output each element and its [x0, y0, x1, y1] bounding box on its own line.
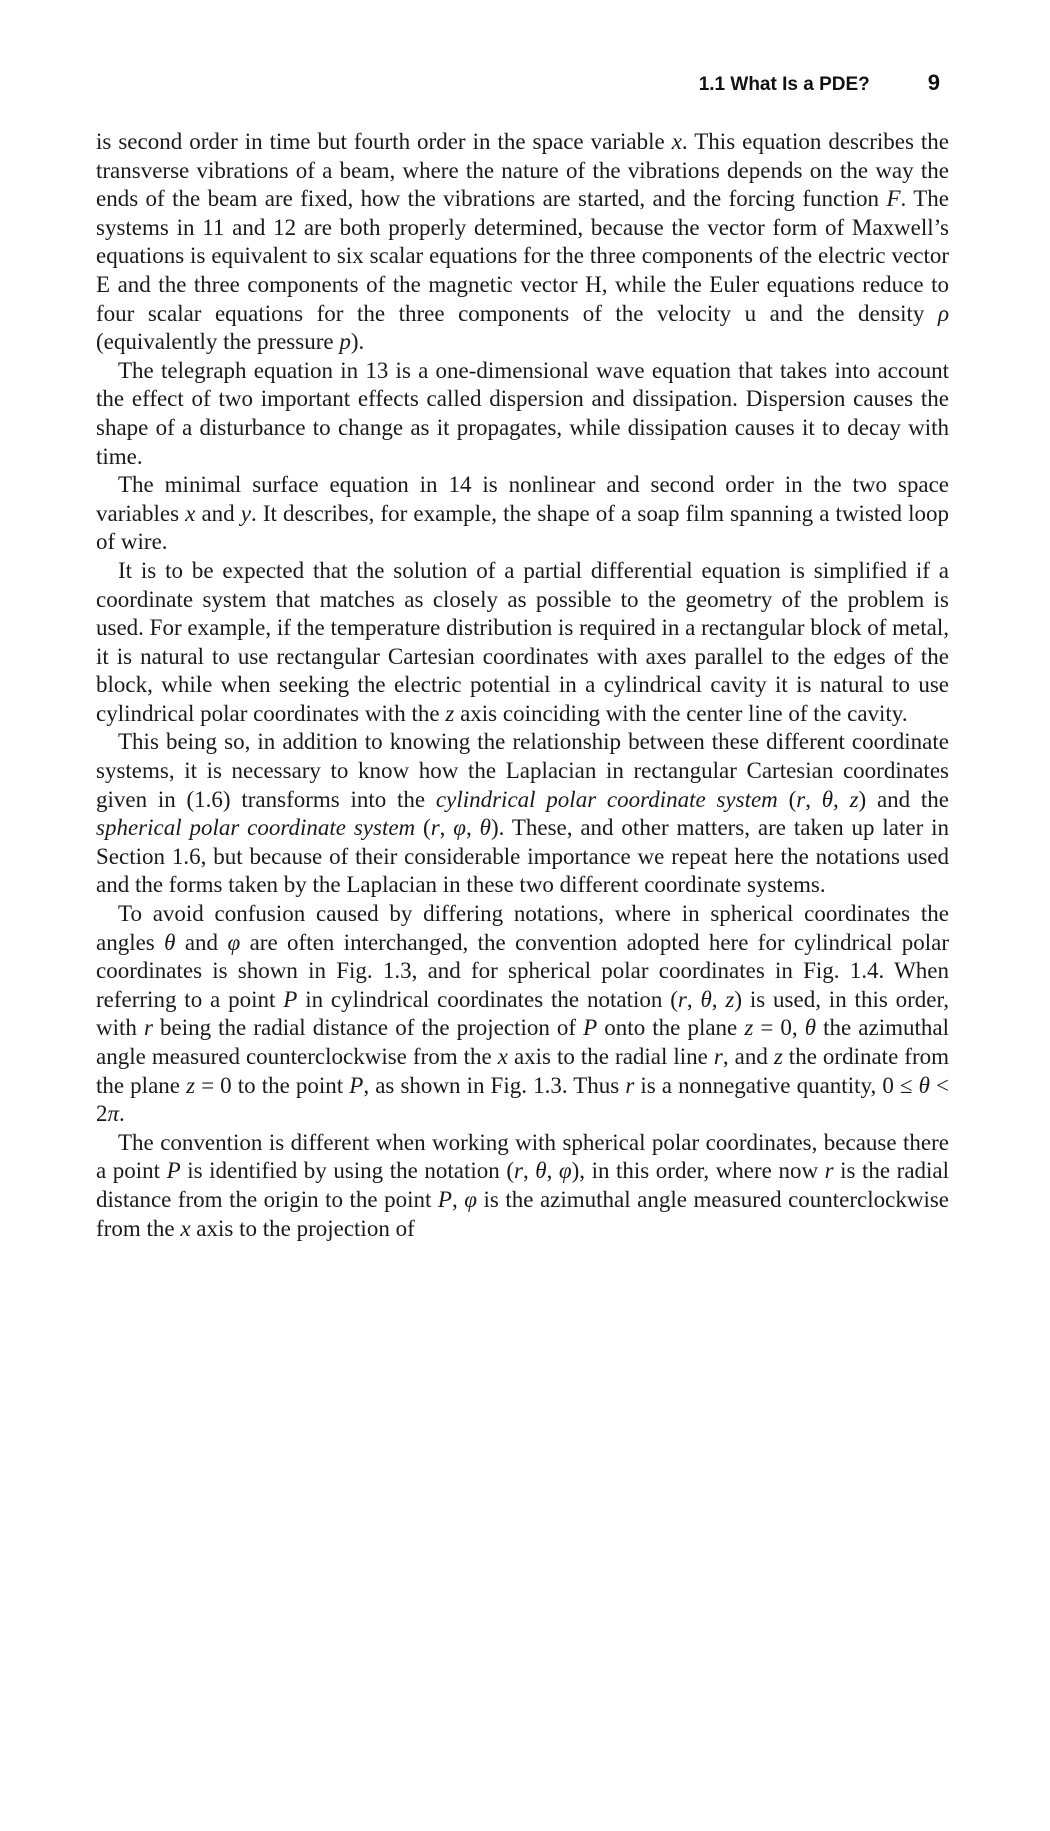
italic-run: θ [918, 1072, 930, 1098]
italic-run: r [513, 1158, 523, 1184]
italic-run: z [725, 986, 735, 1012]
text-run: The telegraph equation in 13 is a one-dimensional wave equation that takes into account the effect of two important effects called dispersion and dissipation. Dispersion causes the shape of a disturbance to change as it propagates, while dissipation causes it to decay with time. [96, 357, 949, 469]
body-text [96, 128, 949, 1243]
text-run: axis coinciding with the center line of the cavity. [454, 700, 908, 726]
italic-run: r [677, 986, 687, 1012]
italic-run: x [185, 500, 196, 526]
text-run: , [522, 1158, 536, 1184]
italic-run: r [143, 1015, 153, 1041]
paragraph [96, 357, 949, 471]
text-run: , [805, 786, 822, 812]
italic-run: p [339, 329, 351, 355]
text-run: axis to the projection of [190, 1215, 415, 1241]
section-title: 1.1 What Is a PDE? [698, 74, 870, 95]
text-run: It is to be expected that the solution of a partial differential equation is simplified if a coordinate system that matches as closely as possible to the geometry of the problem is used. For example, if the temperature distribution is required in a rectangular block of metal, it is natural to use rectangular Cartesian coordinates with axes parallel to the edges of the block, while when seeking the electric potential in a cylindrical cavity it is natural to use cylindrical polar coordinates with the [96, 557, 949, 726]
text-run: is the radial distance from the origin to the point [96, 1158, 950, 1212]
italic-run: z [186, 1072, 196, 1098]
italic-run: P [349, 1072, 364, 1098]
text-run: ( [415, 815, 431, 841]
italic-run: φ [453, 815, 467, 841]
italic-run: r [713, 1044, 723, 1069]
italic-run: r [796, 786, 806, 812]
italic-run: z [445, 700, 455, 726]
text-run: onto the plane [597, 1015, 745, 1041]
text-run: in cylindrical coordinates the notation ( [297, 986, 678, 1012]
text-run: < 2 [96, 1072, 949, 1127]
paragraph [96, 471, 949, 557]
text-run: , [451, 1186, 465, 1212]
italic-run: θ [479, 815, 491, 841]
italic-run: x [180, 1215, 191, 1241]
text-run: ), in this order, where now [571, 1158, 825, 1184]
italic-run: y [240, 500, 251, 526]
text-run: , [546, 1158, 559, 1184]
text-run: . The systems in 11 and 12 are both properly determined, because the vector form of Maxwell’s equations is equivalent to six scalar equations for the three components of the electric vector E and the three components of the magnetic vector H, while the Euler equations reduce to four scalar equations for the three components of the velocity u and the density [96, 186, 950, 326]
italic-run: z [773, 1044, 783, 1069]
text-run: . It describes, for example, the shape of a soap film spanning a twisted loop of wire. [96, 500, 949, 555]
text-run: , [711, 986, 726, 1012]
paragraph [96, 728, 949, 900]
text-run: , [833, 786, 850, 812]
text-run: and [195, 500, 241, 526]
italic-run: x [497, 1044, 508, 1069]
text-run: , [439, 815, 454, 841]
text-run: (equivalently the pressure [96, 329, 340, 355]
text-run: , [466, 815, 480, 841]
text-run: . [119, 1101, 125, 1127]
italic-run: P [437, 1186, 452, 1212]
text-run: is a nonnegative quantity, 0 ≤ [634, 1072, 919, 1098]
text-run: is the azimuthal angle measured counterclockwise from the [96, 1186, 950, 1241]
italic-run: r [625, 1072, 635, 1098]
text-run: is identified by using the notation ( [180, 1158, 514, 1184]
text-run: is second order in time but fourth order in the space variable [96, 129, 672, 154]
italic-run: P [583, 1015, 598, 1041]
text-run: ) is used, in this order, with [96, 986, 949, 1041]
italic-run: spherical polar coordinate system [96, 815, 416, 841]
italic-run: θ [804, 1015, 817, 1041]
text-run: ). [350, 329, 365, 355]
text-run: ). These, and other matters, are taken up later in Section 1.6, but because of their considerable importance we repeat here the notations used and the forms taken by the Laplacian in these two different coordinate systems. [96, 815, 949, 898]
italic-run: z [849, 786, 859, 812]
text-run: , and [722, 1044, 774, 1069]
italic-run: r [824, 1158, 834, 1184]
italic-run: θ [700, 986, 712, 1012]
text-run: , as shown in Fig. 1.3. Thus [363, 1072, 626, 1098]
text-run: and [175, 929, 228, 955]
text-run: are often interchanged, the convention adopted here for cylindrical polar coordinates is shown in Fig. 1.3, and for spherical polar coordinates in Fig. 1.4. When referring to a point [96, 929, 949, 1012]
text-run: axis to the radial line [507, 1044, 714, 1069]
italic-run: x [671, 129, 682, 154]
italic-run: P [166, 1158, 181, 1184]
italic-run: φ [558, 1158, 572, 1184]
paragraph [96, 900, 949, 1129]
italic-run: cylindrical polar coordinate system [435, 786, 778, 812]
text-run: the azimuthal angle measured counterclockwise from the [96, 1015, 949, 1069]
paragraph [96, 128, 949, 357]
text-run: the ordinate from the plane [96, 1044, 949, 1098]
italic-run: θ [164, 929, 176, 955]
italic-run: φ [227, 929, 241, 955]
italic-run: r [430, 815, 440, 841]
text-run: ( [777, 786, 797, 812]
text-run: , [686, 986, 701, 1012]
text-run: = 0 to the point [195, 1072, 350, 1098]
page-number: 9 [927, 70, 940, 95]
paragraph [96, 557, 949, 729]
text-run: This being so, in addition to knowing the relationship between these different coordinate systems, it is necessary to know how the Laplacian in rectangular Cartesian coordinates given in (1.6) transforms into the [96, 729, 949, 812]
italic-run: θ [821, 786, 834, 812]
text-run: The minimal surface equation in 14 is nonlinear and second order in the two space variables [96, 472, 949, 526]
text-run: To avoid confusion caused by differing notations, where in spherical coordinates the angles [96, 901, 949, 955]
italic-run: π [107, 1101, 120, 1127]
italic-run: θ [535, 1158, 547, 1184]
italic-run: z [744, 1015, 754, 1041]
text-run: The convention is different when working with spherical polar coordinates, because there a point [96, 1129, 949, 1184]
paragraph [96, 1129, 949, 1243]
italic-run: F [886, 186, 901, 212]
italic-run: φ [464, 1186, 477, 1212]
text-run: being the radial distance of the projection of [152, 1015, 584, 1041]
italic-run: ρ [937, 300, 949, 326]
text-run: . This equation describes the transverse vibrations of a beam, where the nature of the vibrations depends on the way the ends of the beam are fixed, how the vibrations are started, and the forcing function [96, 129, 949, 212]
italic-run: P [283, 986, 298, 1012]
text-run: = 0, [753, 1015, 805, 1041]
running-head [699, 70, 940, 96]
text-run: ) and the [858, 786, 950, 812]
